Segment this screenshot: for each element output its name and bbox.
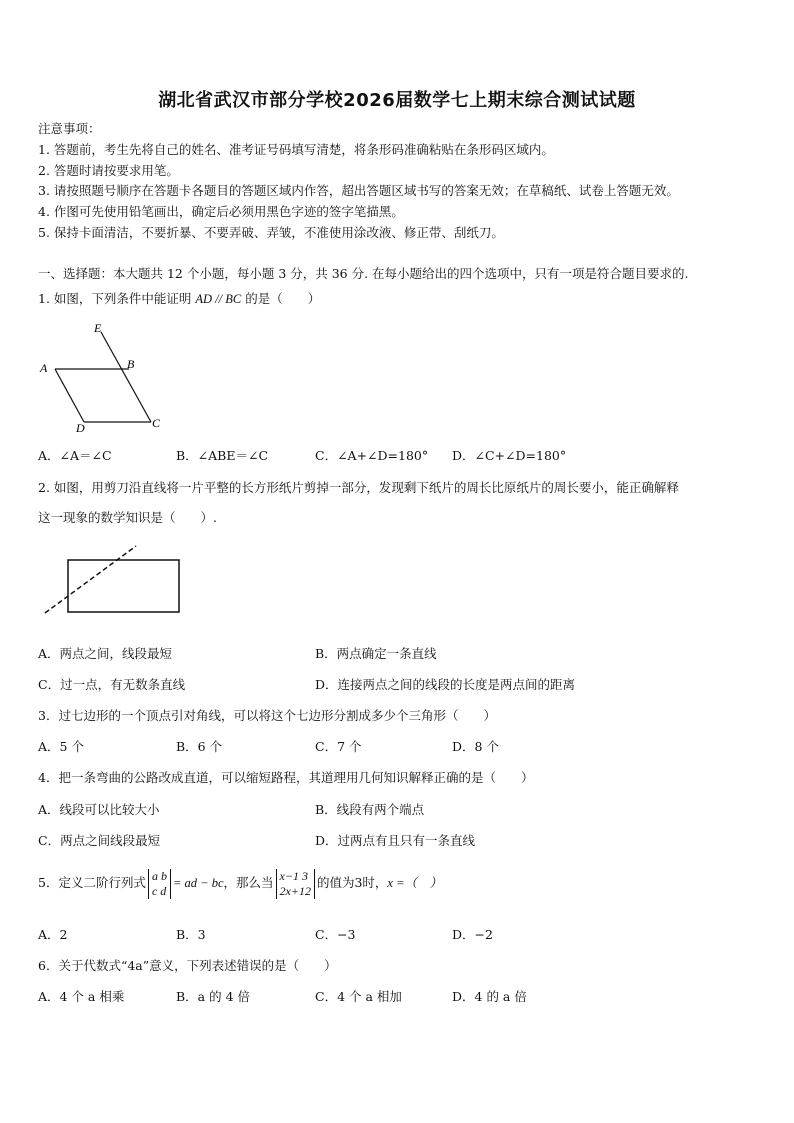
paper-rectangle <box>68 560 179 612</box>
notice-item-2: 2. 答题时请按要求用笔。 <box>38 163 179 178</box>
q3-option-a[interactable]: A．5 个 <box>38 739 84 754</box>
notice-item-3: 3. 请按照题号顺序在答题卡各题目的答题区域内作答，超出答题区域书写的答案无效；在草稿纸、试卷上答题无效。 <box>38 183 679 198</box>
q1-option-b[interactable]: B．∠ABE＝∠C <box>176 448 269 463</box>
label-a: A <box>40 361 48 375</box>
notice-item-4: 4. 作图可先使用铅笔画出，确定后必须用黑色字迹的签字笔描黑。 <box>38 204 404 219</box>
q5-option-b[interactable]: B．3 <box>176 927 206 942</box>
q5-option-a[interactable]: A．2 <box>38 927 68 942</box>
q2-option-c[interactable]: C．过一点，有无数条直线 <box>38 677 186 692</box>
q4-option-a[interactable]: A．线段可以比较大小 <box>38 802 160 817</box>
notice-heading: 注意事项： <box>38 121 101 136</box>
q6-option-b[interactable]: B．a 的 4 倍 <box>176 989 251 1004</box>
q3-option-d[interactable]: D．8 个 <box>452 739 499 754</box>
line-ad <box>55 369 84 422</box>
determinant-definition: a b c d <box>148 869 171 899</box>
q6-option-a[interactable]: A．4 个 a 相乘 <box>38 989 125 1004</box>
q3-option-c[interactable]: C．7 个 <box>315 739 362 754</box>
determinant-question: x−1 3 2x+12 <box>276 869 315 899</box>
line-ec <box>101 332 151 422</box>
page-title: 湖北省武汉市部分学校2026届数学七上期末综合测试试题 <box>158 90 636 111</box>
q2-figure <box>38 540 188 620</box>
q2-option-a[interactable]: A．两点之间，线段最短 <box>38 646 173 661</box>
q6-option-d[interactable]: D．4 的 a 倍 <box>452 989 527 1004</box>
q3-stem: 3．过七边形的一个顶点引对角线，可以将这个七边形分割成多少个三角形（ ） <box>38 708 496 723</box>
label-c: C <box>152 416 161 430</box>
q1-stem: 1. 如图，下列条件中能证明 AD // BC 的是（ ） <box>38 291 321 306</box>
notice-item-1: 1. 答题前，考生先将自己的姓名、准考证号码填写清楚，将条形码准确粘贴在条形码区域内。 <box>38 142 554 157</box>
q1-option-d[interactable]: D．∠C+∠D=180° <box>452 448 567 463</box>
q4-option-b[interactable]: B．线段有两个端点 <box>315 802 425 817</box>
q4-option-d[interactable]: D．过两点有且只有一条直线 <box>315 833 476 848</box>
q5-option-d[interactable]: D．−2 <box>452 927 493 942</box>
q2-option-d[interactable]: D．连接两点之间的线段的长度是两点间的距离 <box>315 677 576 692</box>
section-heading: 一、选择题：本大题共 12 个小题，每小题 3 分，共 36 分. 在每小题给出的四个选项中，只有一项是符合题目要求的. <box>38 266 689 281</box>
q6-option-c[interactable]: C．4 个 a 相加 <box>315 989 402 1004</box>
notice-item-5: 5. 保持卡面清洁，不要折暴、不要弄破、弄皱，不准使用涂改液、修正带、刮纸刀。 <box>38 225 504 240</box>
q5-option-c[interactable]: C．−3 <box>315 927 356 942</box>
label-b: B <box>127 357 135 371</box>
q4-stem: 4．把一条弯曲的公路改成直道，可以缩短路程，其道理用几何知识解释正确的是（ ） <box>38 770 534 785</box>
q6-stem: 6．关于代数式“4a”意义，下列表述错误的是（ ） <box>38 958 337 973</box>
q2-stem-line2: 这一现象的数学知识是（ ）. <box>38 510 217 525</box>
label-e: E <box>94 321 102 335</box>
q1-option-a[interactable]: A．∠A＝∠C <box>38 448 112 463</box>
q3-option-b[interactable]: B．6 个 <box>176 739 223 754</box>
label-d: D <box>76 421 85 435</box>
q4-option-c[interactable]: C．两点之间线段最短 <box>38 833 161 848</box>
q2-option-b[interactable]: B．两点确定一条直线 <box>315 646 437 661</box>
q5-stem: 5．定义二阶行列式 a b c d = ad − bc，那么当 x−1 3 2x+12 的值为3时，x =（ ） <box>38 868 443 898</box>
q1-figure <box>38 318 178 436</box>
q2-stem-line1: 2. 如图，用剪刀沿直线将一片平整的长方形纸片剪掉一部分，发现剩下纸片的周长比原纸片的周长要小，能正确解释 <box>38 480 679 495</box>
cut-line <box>45 546 136 613</box>
q1-option-c[interactable]: C．∠A+∠D=180° <box>315 448 429 463</box>
